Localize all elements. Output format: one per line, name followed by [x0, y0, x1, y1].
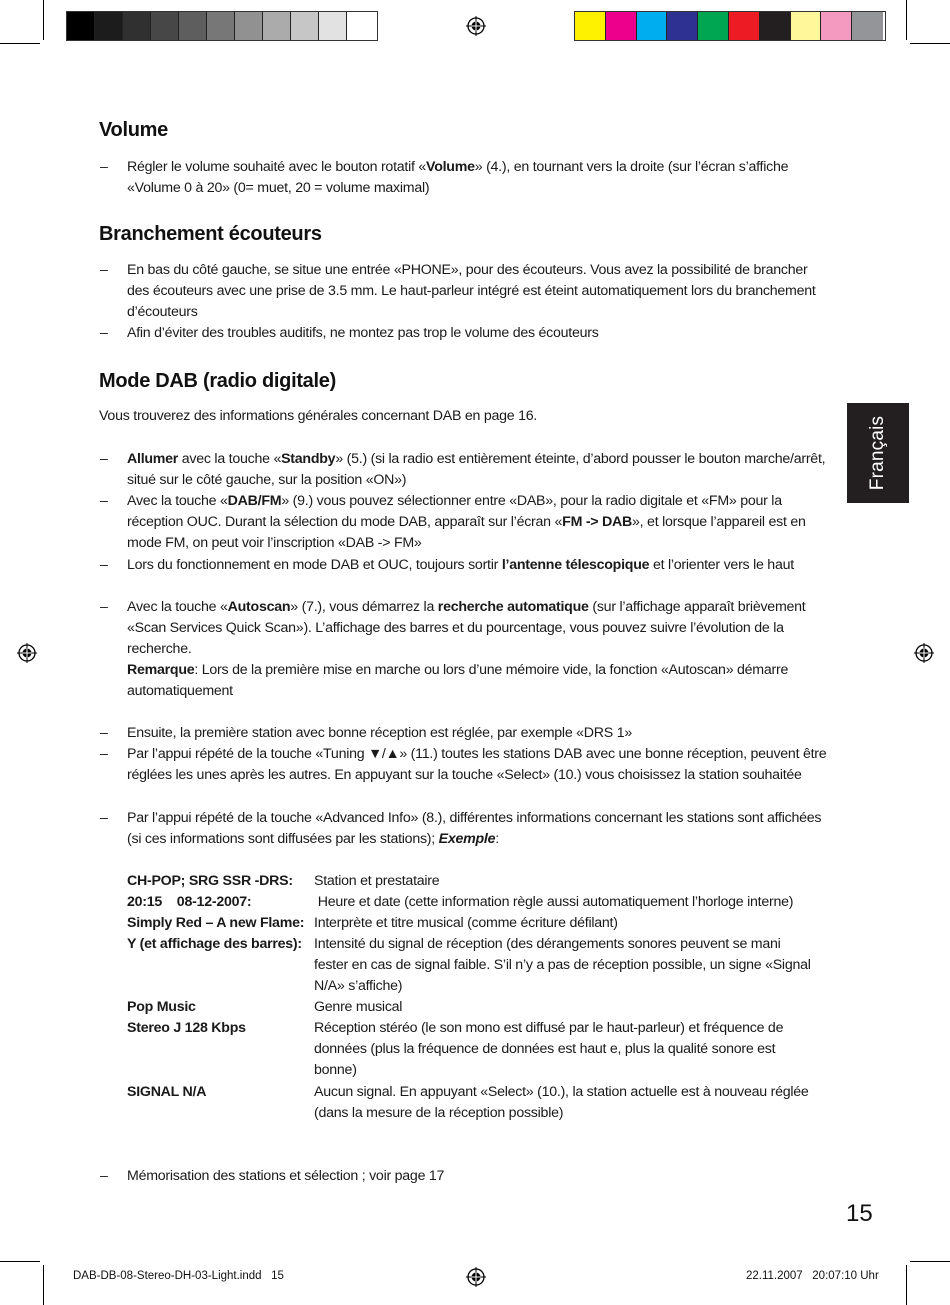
- grayscale-swatch: [123, 12, 151, 40]
- process-color-swatch: [698, 12, 729, 40]
- process-color-swatch: [729, 12, 760, 40]
- definition-description: Heure et date (cette information règle aussi automatiquement l’horloge interne): [314, 894, 794, 910]
- crop-mark: [910, 43, 950, 44]
- definition-term: Simply Red – A new Flame:: [127, 915, 305, 931]
- crop-mark: [0, 43, 40, 44]
- definition-term: Pop Music: [127, 999, 196, 1015]
- process-color-swatch: [821, 12, 852, 40]
- list-item: Par l’appui répété de la touche «Advanced Info» (8.), différentes informations concernant les stations sont affichées (si ces informations sont diffusées par les stations); Exemple:: [127, 810, 822, 847]
- list-dash: –: [100, 493, 108, 509]
- definition-description: Intensité du signal de réception (des dérangements sonores peuvent se mani fester en cas de signal faible. S’il n’y a pas de réception possible, un signe «Signal N/A» s’affiche): [314, 936, 811, 994]
- process-color-swatch: [791, 12, 822, 40]
- remark-note: Remarque: Lors de la première mise en marche ou lors d’une mémoire vide, la fonction «Autoscan» démarre automatiquement: [127, 662, 789, 699]
- crop-mark: [906, 0, 907, 40]
- grayscale-swatch: [67, 12, 95, 40]
- footer-file-info: DAB-DB-08-Stereo-DH-03-Light.indd 15: [73, 1270, 284, 1282]
- list-dash: –: [100, 325, 108, 341]
- crop-mark: [906, 1265, 907, 1305]
- registration-mark-icon: [466, 16, 486, 36]
- grayscale-swatch: [291, 12, 319, 40]
- list-dash: –: [100, 725, 108, 741]
- page-number: 15: [846, 1200, 873, 1227]
- language-tab: [847, 403, 909, 503]
- section-heading-headphones: Branchement écouteurs: [99, 223, 322, 245]
- grayscale-swatch: [179, 12, 207, 40]
- language-tab-label: Français: [867, 415, 888, 491]
- definition-term: SIGNAL N/A: [127, 1084, 207, 1100]
- grayscale-swatch: [207, 12, 235, 40]
- list-dash: –: [100, 810, 108, 826]
- definition-term: CH-POP; SRG SSR -DRS:: [127, 873, 293, 889]
- process-color-swatch: [575, 12, 606, 40]
- definition-term: Y (et affichage des barres):: [127, 936, 302, 952]
- list-item: Allumer avec la touche «Standby» (5.) (si la radio est entièrement éteinte, d’abord pousser le bouton marche/arrêt, situé sur le côté gauche, sur la position «ON»): [127, 451, 826, 488]
- definition-description: Genre musical: [314, 999, 403, 1015]
- grayscale-swatch: [151, 12, 179, 40]
- process-color-swatch: [637, 12, 668, 40]
- section-heading-dab: Mode DAB (radio digitale): [99, 370, 336, 392]
- crop-mark: [43, 1265, 44, 1305]
- list-dash: –: [100, 159, 108, 175]
- crop-mark: [43, 0, 44, 40]
- list-dash: –: [100, 451, 108, 467]
- grayscale-swatch: [263, 12, 291, 40]
- process-color-swatch: [667, 12, 698, 40]
- definition-term: Stereo J 128 Kbps: [127, 1020, 246, 1036]
- intro-paragraph: Vous trouverez des informations générales concernant DAB en page 16.: [99, 408, 538, 424]
- definition-description: Interprète et titre musical (comme écriture défilant): [314, 915, 618, 931]
- definition-description: Réception stéréo (le son mono est diffusé par le haut-parleur) et fréquence de données (plus la fréquence de données est haut e, plus la qualité sonore est bonne): [314, 1020, 784, 1078]
- crop-mark: [910, 1261, 950, 1262]
- list-item: En bas du côté gauche, se situe une entrée «PHONE», pour des écouteurs. Vous avez la possibilité de brancher des écouteurs avec une prise de 3.5 mm. Le haut-parleur intégré est éteint automatiquement lors du branchement d’écouteurs: [127, 262, 816, 320]
- grayscale-swatch: [319, 12, 347, 40]
- list-dash: –: [100, 1168, 108, 1184]
- definition-term: 20:15 08-12-2007:: [127, 894, 252, 910]
- registration-mark-icon: [17, 643, 37, 663]
- grayscale-swatch: [347, 12, 375, 40]
- registration-mark-icon: [914, 643, 934, 663]
- list-item: Ensuite, la première station avec bonne réception est réglée, par exemple «DRS 1»: [127, 725, 632, 741]
- process-color-swatch: [852, 12, 883, 40]
- process-color-swatch: [760, 12, 791, 40]
- list-item: Avec la touche «DAB/FM» (9.) vous pouvez sélectionner entre «DAB», pour la radio digitale et «FM» pour la réception OUC. Durant la sélection du mode DAB, apparaît sur l’écran «FM -> DAB», et lorsque l’appareil est en mode FM, on peut voir l’inscription «DAB -> FM»: [127, 493, 806, 551]
- definition-description: Station et prestataire: [314, 873, 440, 889]
- process-color-swatch: [606, 12, 637, 40]
- registration-mark-icon: [466, 1267, 486, 1287]
- list-dash: –: [100, 557, 108, 573]
- definition-description: Aucun signal. En appuyant «Select» (10.), la station actuelle est à nouveau réglée (dans la mesure de la réception possible): [314, 1084, 809, 1121]
- grayscale-color-bar: [66, 11, 378, 41]
- list-dash: –: [100, 746, 108, 762]
- grayscale-swatch: [95, 12, 123, 40]
- section-heading-volume: Volume: [99, 119, 168, 141]
- list-item: Mémorisation des stations et sélection ; voir page 17: [127, 1168, 445, 1184]
- list-item: Afin d’éviter des troubles auditifs, ne montez pas trop le volume des écouteurs: [127, 325, 599, 341]
- crop-mark: [0, 1261, 40, 1262]
- list-dash: –: [100, 599, 108, 615]
- list-item: Lors du fonctionnement en mode DAB et OUC, toujours sortir l’antenne télescopique et l’orienter vers le haut: [127, 557, 794, 573]
- footer-timestamp: 22.11.2007 20:07:10 Uhr: [746, 1270, 879, 1282]
- list-item: Par l’appui répété de la touche «Tuning ▼/▲» (11.) toutes les stations DAB avec une bonne réception, peuvent être réglées les unes après les autres. En appuyant sur la touche «Select» (10.) vous choisissez la station souhaitée: [127, 746, 827, 783]
- list-item: Avec la touche «Autoscan» (7.), vous démarrez la recherche automatique (sur l’affichage apparaît brièvement «Scan Services Quick Scan»). L’affichage des barres et du pourcentage, vous pouvez suivre l’évolution de la recherche.: [127, 599, 806, 657]
- list-dash: –: [100, 262, 108, 278]
- list-item: Régler le volume souhaité avec le bouton rotatif «Volume» (4.), en tournant vers la droite (sur l’écran s’affiche «Volume 0 à 20» (0= muet, 20 = volume maximal): [127, 159, 789, 196]
- grayscale-swatch: [235, 12, 263, 40]
- process-color-bar: [574, 11, 886, 41]
